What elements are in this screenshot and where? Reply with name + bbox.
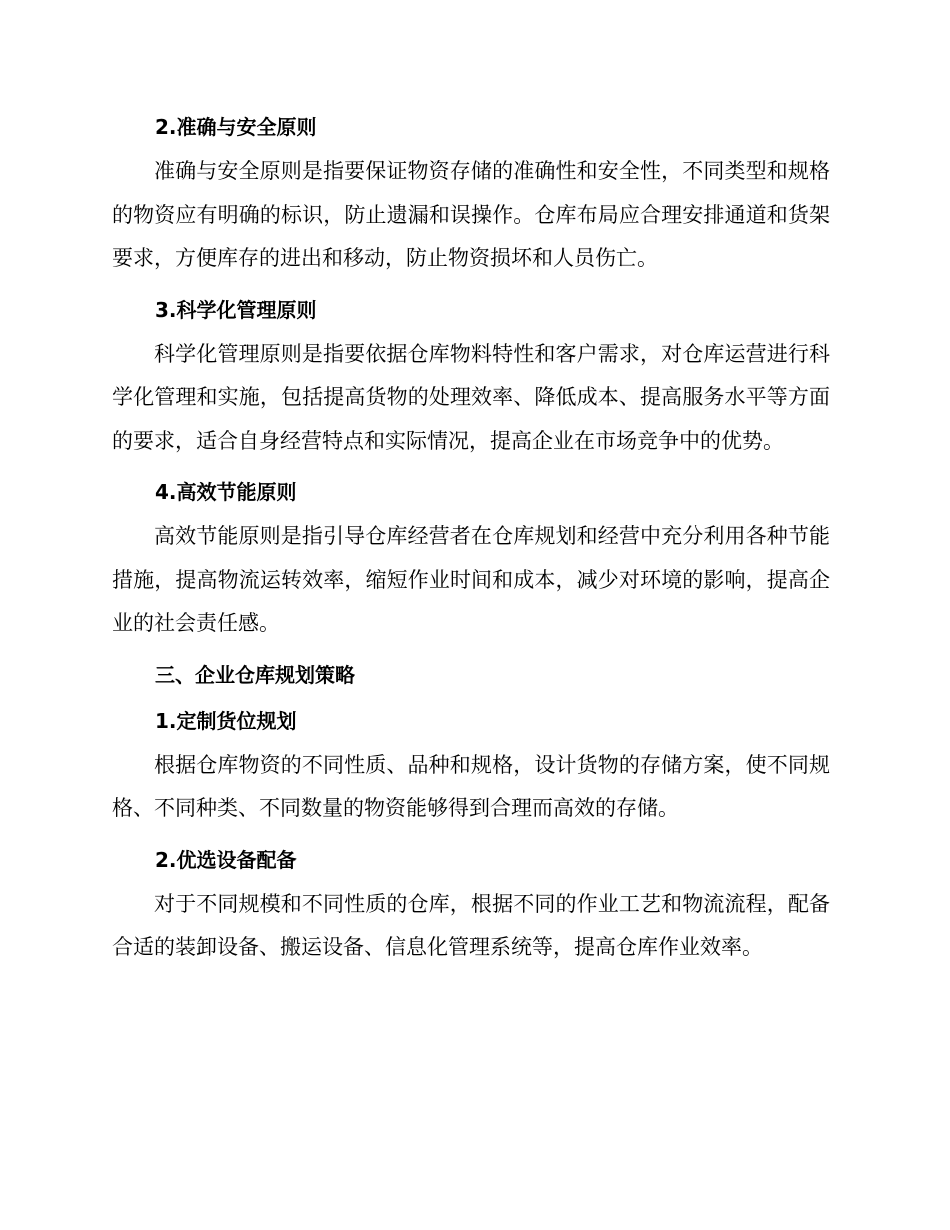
chapter-heading: 三、企业仓库规划策略	[155, 662, 355, 687]
body-paragraph: 根据仓库物资的不同性质、品种和规格，设计货物的存储方案，使不同规格、不同种类、不同数量的物资能够得到合理而高效的存储。	[112, 752, 830, 820]
body-paragraph: 科学化管理原则是指要依据仓库物料特性和客户需求，对仓库运营进行科学化管理和实施，包括提高货物的处理效率、降低成本、提高服务水平等方面的要求，适合自身经营特点和实际情况，提高企业在市场竞争中的优势。	[112, 341, 830, 453]
section-heading: 4.高效节能原则	[155, 480, 297, 504]
section-heading: 1.定制货位规划	[155, 708, 297, 733]
section-heading: 2.优选设备配备	[155, 847, 297, 872]
body-paragraph: 准确与安全原则是指要保证物资存储的准确性和安全性，不同类型和规格的物资应有明确的标识，防止遗漏和误操作。仓库布局应合理安排通道和货架要求，方便库存的进出和移动，防止物资损坏和人员伤亡。	[112, 159, 830, 270]
section-heading: 2.准确与安全原则	[155, 115, 317, 139]
body-paragraph: 高效节能原则是指引导仓库经营者在仓库规划和经营中充分利用各种节能措施，提高物流运转效率，缩短作业时间和成本，减少对环境的影响，提高企业的社会责任感。	[112, 524, 830, 635]
body-paragraph: 对于不同规模和不同性质的仓库，根据不同的作业工艺和物流流程，配备合适的装卸设备、搬运设备、信息化管理系统等，提高仓库作业效率。	[112, 891, 830, 959]
section-heading: 3.科学化管理原则	[155, 297, 317, 322]
document-body	[112, 104, 830, 976]
